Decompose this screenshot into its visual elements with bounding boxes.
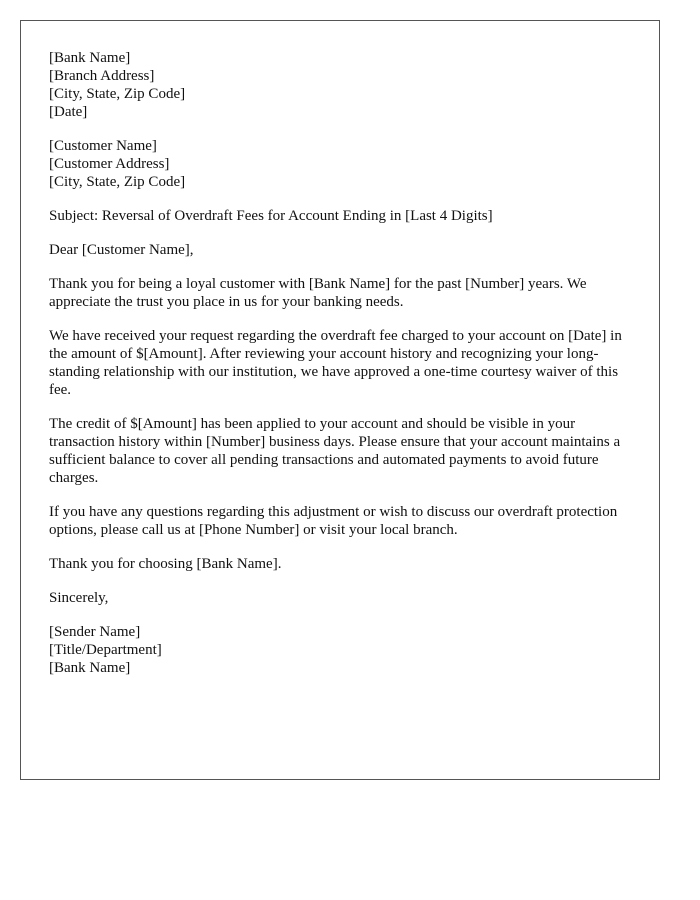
signature-bank-name: [Bank Name] — [49, 660, 131, 676]
sender-city-state-zip: [City, State, Zip Code] — [49, 86, 186, 102]
recipient-customer-name: [Customer Name] — [49, 138, 157, 154]
signature-title-department: [Title/Department] — [49, 642, 162, 658]
recipient-customer-address: [Customer Address] — [49, 156, 170, 172]
recipient-address-block — [49, 137, 639, 191]
paragraph-credit: The credit of $[Amount] has been applied to your account and should be visible in your transaction history within [Number] business days. Please ensure that your account maintains a sufficient balance to cover all pending transactions and automated payments to avoid future charges. — [49, 416, 621, 486]
subject-line: Subject: Reversal of Overdraft Fees for Account Ending in [Last 4 Digits] — [49, 208, 493, 224]
signature-block — [49, 623, 639, 677]
paragraph-thanks: Thank you for choosing [Bank Name]. — [49, 556, 282, 572]
sender-bank-name: [Bank Name] — [49, 50, 131, 66]
letter-body — [49, 49, 639, 693]
sender-branch-address: [Branch Address] — [49, 68, 155, 84]
letter-page — [20, 20, 660, 780]
salutation: Dear [Customer Name], — [49, 242, 194, 258]
paragraph-loyalty: Thank you for being a loyal customer with [Bank Name] for the past [Number] years. We appreciate the trust you place in us for your banking needs. — [49, 276, 587, 310]
closing: Sincerely, — [49, 590, 109, 606]
paragraph-questions: If you have any questions regarding this adjustment or wish to discuss our overdraft protection options, please call us at [Phone Number] or visit your local branch. — [49, 504, 618, 538]
recipient-city-state-zip: [City, State, Zip Code] — [49, 174, 186, 190]
paragraph-request: We have received your request regarding the overdraft fee charged to your account on [Date] in the amount of $[Amount]. After reviewing your account history and recognizing your long-standing relationship with our institution, we have approved a one-time courtesy waiver of this fee. — [49, 328, 622, 398]
letter-date: [Date] — [49, 104, 88, 120]
signature-sender-name: [Sender Name] — [49, 624, 141, 640]
sender-address-block — [49, 49, 639, 121]
